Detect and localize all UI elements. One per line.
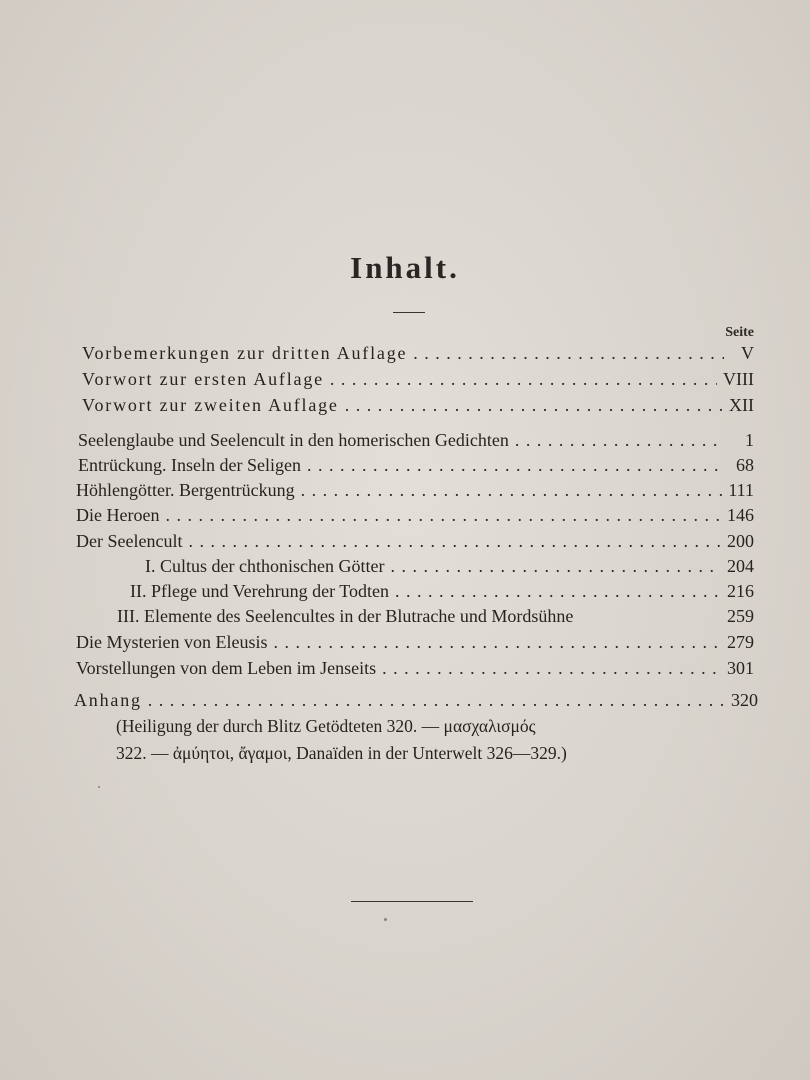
toc-entry-page: 301 — [727, 658, 754, 678]
toc-entry-page: 204 — [727, 556, 754, 576]
toc-entry-page: 146 — [727, 505, 754, 525]
toc-entry-title: Vorwort zur zweiten Auflage — [82, 395, 339, 415]
toc-entry-title: III. Elemente des Seelencultes in der Blutrache und Mordsühne — [117, 606, 574, 626]
toc-entry-page: 259 — [727, 606, 754, 626]
toc-entry[interactable] — [76, 531, 754, 553]
leader-dots — [301, 480, 723, 501]
toc-entry[interactable] — [78, 455, 754, 477]
toc-entry[interactable] — [76, 632, 754, 654]
toc-entry-page: 1 — [745, 430, 754, 450]
toc-entry-title: Vorbemerkungen zur dritten Auflage — [82, 343, 408, 363]
leader-dots — [273, 632, 721, 653]
leader-dots — [188, 531, 721, 552]
toc-subentry[interactable] — [130, 581, 754, 603]
leader-dots — [330, 369, 717, 390]
toc-entry-title: II. Pflege und Verehrung der Todten — [130, 581, 390, 601]
leader-dots — [165, 505, 721, 526]
leader-dots — [307, 455, 724, 476]
end-rule — [351, 901, 473, 902]
leader-dots — [390, 556, 721, 577]
toc-entry[interactable] — [78, 430, 754, 452]
toc-entry-title: Der Seelencult — [76, 531, 183, 551]
leader-dots — [345, 395, 723, 416]
anhang-note-line: 322. — ἀμύητοι, ἄγαμοι, Danaïden in der Unterwelt 326—329.) — [116, 743, 567, 763]
leader-dots — [395, 581, 721, 602]
toc-entry-title: Höhlengötter. Bergentrückung — [76, 480, 295, 500]
leader-dots — [413, 343, 724, 364]
toc-entry[interactable] — [76, 658, 754, 680]
toc-entry[interactable] — [82, 343, 754, 365]
toc-entry[interactable] — [82, 369, 754, 391]
toc-entry-page: XII — [729, 395, 754, 415]
toc-entry[interactable] — [76, 480, 754, 502]
toc-entry-title: Die Mysterien von Eleusis — [76, 632, 268, 652]
toc-entry-page: 200 — [727, 531, 754, 551]
toc-entry-title: I. Cultus der chthonischen Götter — [145, 556, 385, 576]
paper-speck — [98, 786, 100, 788]
toc-entry-title: Vorstellungen von dem Leben im Jenseits — [76, 658, 377, 678]
toc-entry-title: Vorwort zur ersten Auflage — [82, 369, 324, 389]
seite-column-header: Seite — [725, 325, 754, 340]
leader-dots — [148, 690, 725, 711]
toc-subentry[interactable] — [145, 556, 754, 578]
toc-entry[interactable] — [74, 690, 758, 712]
leader-dots — [515, 430, 724, 451]
toc-entry-page: 320 — [731, 690, 758, 710]
toc-entry-title: Die Heroen — [76, 505, 160, 525]
toc-entry-page: 279 — [727, 632, 754, 652]
anhang-note-line: (Heiligung der durch Blitz Getödteten 320. — μασχαλισμός — [116, 716, 536, 736]
paper-speck — [384, 918, 387, 921]
toc-entry-title: Entrückung. Inseln der Seligen — [78, 455, 301, 475]
page-title: Inhalt. — [350, 250, 460, 285]
toc-subentry[interactable] — [117, 606, 754, 628]
toc-entry-page: 216 — [727, 581, 754, 601]
toc-entry[interactable] — [76, 505, 754, 527]
toc-entry-title: Anhang — [74, 690, 142, 710]
toc-entry-page: 68 — [736, 455, 754, 475]
toc-entry[interactable] — [82, 395, 754, 417]
toc-entry-page: VIII — [723, 369, 754, 389]
toc-entry-page: V — [741, 343, 754, 363]
toc-entry-page: 111 — [728, 480, 754, 500]
toc-entry-title: Seelenglaube und Seelencult in den homerischen Gedichten — [78, 430, 509, 450]
leader-dots — [382, 658, 721, 679]
title-rule — [393, 312, 425, 313]
